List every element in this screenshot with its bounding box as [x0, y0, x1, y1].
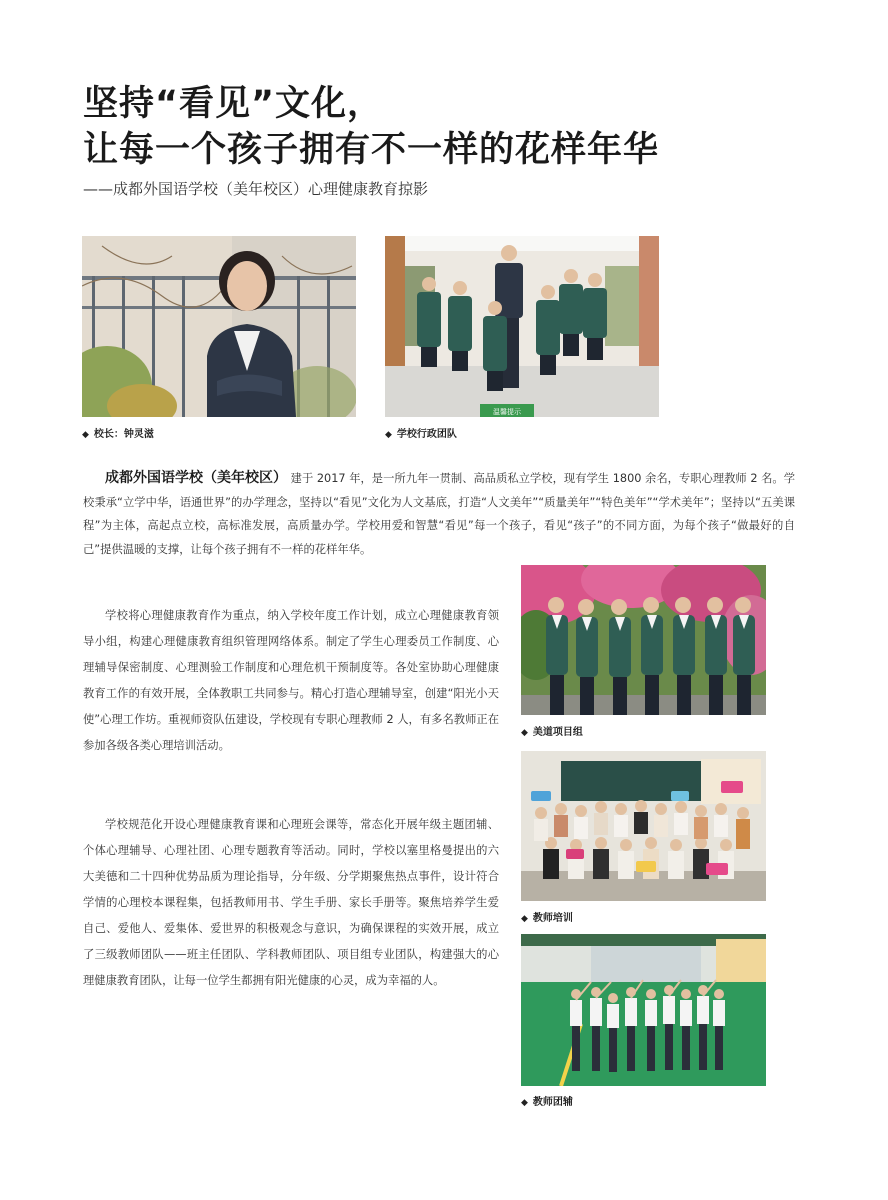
title-line-1: 坚持“看见”文化， [83, 84, 384, 124]
caption-text: 美道项目组 [532, 727, 583, 738]
intro-paragraph [83, 467, 795, 561]
caption-text: 教师团辅 [532, 1097, 573, 1108]
teacher-group-guidance-photo [521, 934, 766, 1086]
diamond-bullet-icon: ◆ [521, 914, 528, 924]
intro-text: 建于 2017 年，是一所九年一贯制、高品质私立学校，现有学生 1800 余名，专职心理教师 2 名。学校秉承“立学中华，语通世界”的办学理念，坚持以“看见”文化为人文基底，打造“人文美年”“质量美年”“特色美年”“学术美年”；坚持以“五美课程”为主体，高起点立校，高标准发展，高质量办学。学校用爱和智慧“看见”每一个孩子，看见“孩子”的不同方面，为每个孩子“做最好的自己”提供温暖的支撑，让每个孩子拥有不一样的花样年华。 [83, 472, 796, 556]
subtitle: ——成都外国语学校（美年校区）心理健康教育掠影 [83, 180, 429, 198]
caption-text: 校长：钟灵滋 [93, 429, 154, 440]
school-name: 成都外国语学校（美年校区） [105, 470, 288, 486]
title-line-2: 让每一个孩子拥有不一样的花样年华 [83, 130, 660, 170]
caption-teacher-group-guidance [521, 1093, 573, 1108]
caption-text: 学校行政团队 [396, 429, 457, 440]
teacher-training-photo [521, 751, 766, 901]
caption-text: 教师培训 [532, 913, 573, 924]
principal-photo [82, 236, 356, 417]
admin-sign-text: 温馨提示 [493, 408, 521, 416]
paragraph-mental-health-management: 学校将心理健康教育作为重点，纳入学校年度工作计划，成立心理健康教育领导小组，构建心理健康教育组织管理网络体系。制定了学生心理委员工作制度、心理辅导保密制度、心理测验工作制度和心理危机干预制度等。各处室协助心理健康教育工作的有效开展，全体教职工共同参与。精心打造心理辅导室，创建“阳光小天使”心理工作坊。重视师资队伍建设，学校现有专职心理教师 2 人，有多名教师正在参加各级各类心理培训活动。 [83, 609, 499, 752]
diamond-bullet-icon: ◆ [521, 1098, 528, 1108]
diamond-bullet-icon: ◆ [521, 728, 528, 738]
caption-admin-team [385, 425, 457, 440]
caption-project-group [521, 723, 583, 738]
diamond-bullet-icon: ◆ [82, 430, 89, 440]
caption-teacher-training [521, 909, 573, 924]
project-group-photo [521, 565, 766, 715]
diamond-bullet-icon: ◆ [385, 430, 392, 440]
admin-team-photo [385, 236, 659, 417]
caption-principal [82, 425, 154, 440]
paragraph-mental-health-curriculum: 学校规范化开设心理健康教育课和心理班会课等，常态化开展年级主题团辅、个体心理辅导、心理社团、心理专题教育等活动。同时，学校以塞里格曼提出的六大美德和二十四种优势品质为理论指导，分年级、分学期聚焦热点事件，设计符合学情的心理校本课程集，包括教师用书、学生手册、家长手册等。聚焦培养学生爱自己、爱他人、爱集体、爱世界的积极观念与意识，为确保课程的实效开展，成立了三级教师团队——班主任团队、学科教师团队、项目组专业团队，构建强大的心理健康教育团队，让每一位学生都拥有阳光健康的心灵，成为幸福的人。 [83, 818, 499, 987]
